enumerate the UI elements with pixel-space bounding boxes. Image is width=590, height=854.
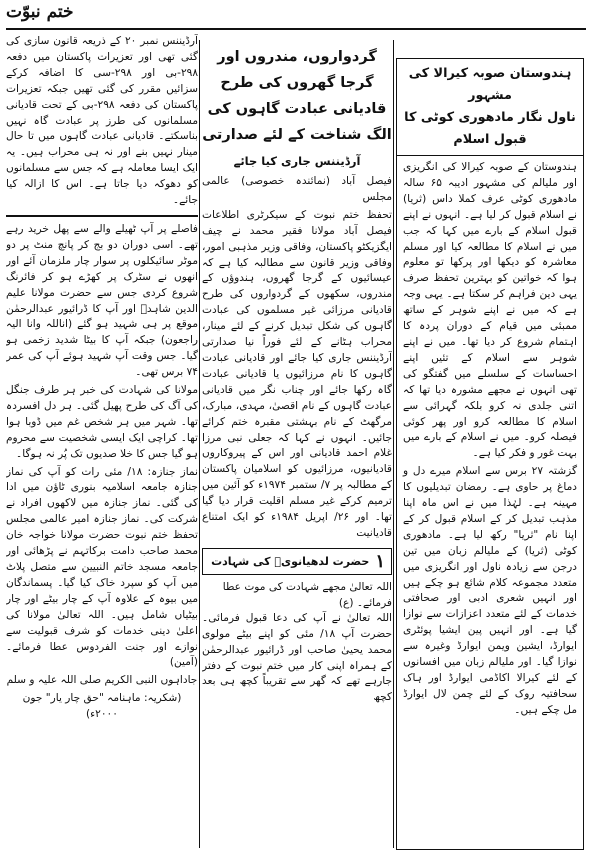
closing-line: جاداہوں النبی الکریم صلی اللہ علیہ و سلم [6,674,198,687]
article-headline: گردواروں، مندروں اور گرجا گھروں کی طرح قادیانی عبادت گاہوں کی الگ شناخت کے لئے صدارتی [202,49,392,143]
left-body-paragraph: مولانا کی شہادت کی خبر ہر طرف جنگل کی آگ کی طرح پھیل گئی۔ ہر دل افسردہ تھا۔ شہر میں ہر شخص غم میں ڈوبا ہوا تھا۔ کراچی ایک ایسی شخصیت سے محروم ہو گیا جس کا خلا صدیوں تک پُر نہ ہوگا۔ [6,384,198,460]
right-title-line: ہندوستان صوبہ کیرالا کی مشہور [408,66,572,103]
quote-line: اللہ تعالیٰ مجھے شہادت کی موت عطا فرمائے۔ (ع) [222,580,392,609]
left-top-paragraph: آرڈیننس نمبر ۲۰ کے ذریعہ قانون سازی کی گئی تھی اور تعزیرات پاکستان میں دفعہ ۲۹۸-بی اور ۲۹۸-سی کا اضافہ کرکے سزائیں مقرر کی گئی تھیں جبکہ تعزیرات پاکستان کی دفعہ ۲۹۸-بی کے تحت قادیانی مسلمانوں کی طرز پر عبادت گاہ نہیں بناسکتے۔ قادیانی عبادت گاہوں میں تا حال مینار نہیں بنے اور نہ ہی محراب ہیں۔ یہ ایک ایسا معاملہ ہے کہ جس سے مسلمانوں کو دھوکہ دیا جاتا ہے۔ اس کا ازالہ کیا جائے۔ [6,35,198,207]
article-byline: فیصل آباد (نمائندہ خصوصی) عالمی مجلس [202,175,392,203]
page-header [6,2,586,28]
column-divider [393,40,394,848]
left-body-paragraph: فاصلے پر آپ ٹھیلے والے سے پھل خرید رہے تھے۔ اسی دوران دو بج کر پانچ منٹ پر دو موٹر سائیکلوں پر سوار چار ملزمان آئے اور انھوں نے سٹرک پر کھڑے ہو کر فائرنگ شروع کردی جس سے حضرت مولانا علیم الدین شاہدؒ اور آپ کا ڈرائیور عبدالرحمٰن موقع پر ہی شہید ہو گئے (اناللہ وانا الیہ راجعون) جبکہ آپ کا بیٹا شدید زخمی ہو گیا۔ جس وقت آپ شہید ہوئے آپ کی عمر ۷۴ برس تھی۔ [6,222,198,379]
middle-column [202,44,392,850]
column-divider [199,40,200,848]
section-divider [6,215,198,217]
source-credit: (شکریہ: ماہنامہ "حق چار یار" جون ۲۰۰۰ء) [22,692,182,721]
right-body-paragraph: ہندوستان کے صوبہ کیرالا کی انگریزی اور ملیالم کی مشہور ادیبہ ۶۵ سالہ مادھوری کوٹی عرف کملا داس (ثریا) نے اسلام قبول کر لیا ہے۔ انہوں نے اپنے قبول اسلام کے بارے میں کہا کہ جب میں نے اسلام کا مطالعہ کیا اور مسلم معاشرہ کو دیکھا اور پرکھا تو معلوم ہوا کہ خواتین کو بہترین تحفظ صرف یہی دین فراہم کر سکتا ہے۔ یہی وجہ ہے کہ میں نے اپنے شوہر کے ساتھ ممبئی میں قیام کے دوران پردہ کا اہتمام شروع کر دیا تھا۔ میں نے اپنے شوہر سے اسلام کے تئیں اپنے احساسات کے سلسلے میں گفتگو کی تھی انہوں نے مجھے مشورہ دیا تھا کہ اتنی جلدی نہ کرو بلکہ گہرائی سے اسلام کا مطالعہ کرو اور پھر کوئی فیصلہ کرو۔ میں نے اسلام کے بارے میں بہت غور و فکر کیا ہے۔ [403,161,577,460]
left-column [6,34,198,850]
subhead-number: ۱ [375,550,385,572]
right-body [397,156,583,719]
article-body-continued: اللہ تعالیٰ نے آپ کی دعا قبول فرمائی۔ حضرت آپ ۱۸/ مئی کو اپنے بیٹے مولوی محمد یحییٰ صاحب اور ڈرائیور عبدالرحمٰن کے ہمراہ اپنی کار میں ختم نبوت کے دفتر جارہے تھے کہ گھر سے تقریباً کچھ ہی بعد کچھ [202,611,392,704]
right-title-box [397,59,583,156]
article-body: تحفظ ختم نبوت کے سیکرٹری اطلاعات فیصل آباد مولانا فقیر محمد نے چیف ایگزیکٹو پاکستان، وفاقی وزیر مذہبی امور، وفاقی وزیر قانون سے مطالبہ کیا ہے کہ عیسائیوں کے گرجا گھروں، ہندوؤں کے مندروں، سکھوں کے گردواروں کی طرح قادیانی مرزائی غیر مسلموں کی عبادت گاہوں کی شکل تبدیل کرنے کے لئے مینار، محراب ہٹانے کے لئے فوراً نیا صدارتی آرڈیننس جاری کیا جائے اور قادیانی عبادت گاہوں کا نام مرزائیوں یا قادیانی عبادت گاہ رکھا جائے اور چناب نگر میں قادیانی عبادت گاہوں کے نام اقصیٰ، مہدی، مبارک، مرگھٹ کے نام بہشتی مقبرہ ختم کرائے جائیں۔ انہوں نے کہا کہ جعلی نبی مرزا غلام احمد قادیانی اور اس کے پیروکاروں قادیانیوں، مرزائیوں کو اسلامیان پاکستان کے مطالبہ پر ۷/ ستمبر ۱۹۷۴ء کو آئین میں ترمیم کرکے غیر مسلم اقلیت قرار دیا گیا تھا۔ اور ۲۶/ اپریل ۱۹۸۴ء کو ایک امتناع قادیانیت [202,208,392,539]
right-body-paragraph: گزشتہ ۲۷ برس سے اسلام میرے دل و دماغ پر حاوی ہے۔ رمضان تبدیلیوں کا مہینہ ہے۔ لہٰذا میں نے اس ماہ اپنا مذہب تبدیل کر کے اسلام قبول کر کے اپنا نام "ثریا" رکھ لیا ہے۔ مادھوری کوٹی (ثریا) کے ملیالم زبان میں تین درجن سے زیادہ ناول اور انگریزی میں متعدد مجموعہ کلام شائع ہو چکے ہیں اور انہیں شعری ادبی اور صحافتی خدمات کے لئے متعدد اعزازات سے نوازا گیا ہے۔ اور انہیں پین ایشیا پوئٹری ایوارڈ، ایشین ویمن ایوارڈ وغیرہ سے نوازا گیا۔ اور ملیالم زبان میں افسانوں کے لئے کیرالا اکاڈمی ایوارڈ اور ہاک سحافتیہ روک کے لئے چمن لال ایوارڈ مل چکے ہیں۔ [403,465,577,716]
header-rule [6,28,586,30]
masthead-title: ختم نبوّت [6,2,74,22]
left-body-paragraph: نماز جنازہ: ۱۸/ مئی رات کو آپ کی نماز جنازہ جامعہ اسلامیہ بنوری ٹاؤن میں ادا کی گئی۔ نماز جنازہ میں لاکھوں افراد نے شرکت کی۔ نماز جنازہ امیر عالمی مجلس تحفظ ختم نبوت حضرت مولانا خواجہ خان محمد صاحب دامت برکاتہم نے پڑھائی اور جامعہ مسجد خاتم النبیین سے متصل پلاٹ میں آپ کو سپرد خاک کیا گیا۔ پسماندگان میں بیوہ کے علاوہ آپ کے چار بیٹے اور چار بیٹیاں شامل ہیں۔ اللہ تعالیٰ مولانا کی اعلیٰ دینی خدمات کو شرف قبولیت سے نوازے اور جنت الفردوس عطا فرمائے۔ (آمین) [6,465,198,669]
subhead-title: حضرت لدھیانویؒ کی شہادت [211,554,370,568]
section-subhead [202,548,392,575]
right-title-line: ناول نگار مادھوری کوٹی کا قبول اسلام [404,110,576,147]
article-subheadline: آرڈیننس جاری کیا جائے [233,154,361,168]
right-column-box [396,58,584,850]
